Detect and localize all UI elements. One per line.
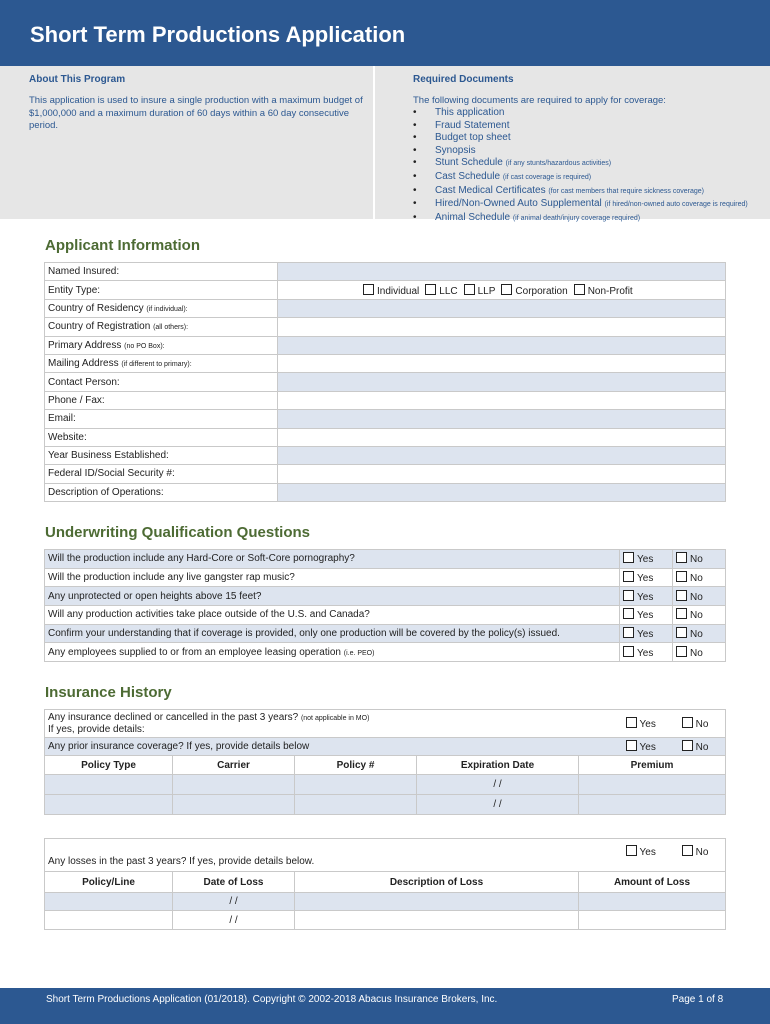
- declined-note: (not applicable in MO): [300, 715, 370, 722]
- loss-row: [45, 911, 726, 929]
- loss-header-row: [45, 872, 726, 893]
- no-option: [673, 550, 726, 569]
- field-label: Country of Residency: [48, 302, 144, 314]
- applicant-value-field[interactable]: [278, 263, 726, 281]
- applicant-row: [45, 465, 726, 483]
- about-text: This application is used to insure a single production with a maximum budget of $1,000,000 and a maximum duration of 60 days within a 60 day consecutive period.: [29, 95, 363, 131]
- carrier-field[interactable]: [173, 794, 295, 814]
- no-option: [673, 587, 726, 606]
- policy-number-field[interactable]: [295, 774, 417, 794]
- no-option: [673, 643, 726, 662]
- applicant-label: [45, 354, 278, 372]
- required-document-item: [413, 212, 748, 226]
- applicant-value-field[interactable]: [278, 373, 726, 391]
- col-expiration-date: Expiration Date: [417, 756, 579, 774]
- no-label: No: [690, 554, 703, 566]
- yes-label: Yes: [639, 719, 656, 730]
- applicant-row: [45, 410, 726, 428]
- col-policy-number: Policy #: [295, 756, 417, 774]
- field-label: Federal ID/Social Security #:: [48, 468, 175, 480]
- col-policy-line: Policy/Line: [45, 872, 173, 893]
- required-document-item: [413, 120, 748, 133]
- history-question-declined: [45, 710, 726, 738]
- applicant-row: [45, 281, 726, 299]
- entity-option[interactable]: [425, 286, 457, 297]
- field-label: Description of Operations:: [48, 486, 164, 498]
- document-label: Budget top sheet: [435, 132, 511, 144]
- applicant-value-field[interactable]: [278, 483, 726, 501]
- applicant-row: [45, 299, 726, 317]
- date-of-loss-field[interactable]: / /: [173, 911, 295, 929]
- applicant-row: [45, 483, 726, 501]
- policy-number-field[interactable]: [295, 794, 417, 814]
- yes-label: Yes: [637, 591, 654, 603]
- no-checkbox[interactable]: [676, 571, 687, 582]
- question-text: Will any production activities take place outside of the U.S. and Canada?: [48, 609, 370, 621]
- yes-label: Yes: [637, 554, 654, 566]
- policy-header-row: [45, 756, 726, 774]
- insurance-history-table: [44, 709, 726, 815]
- yes-checkbox[interactable]: [623, 552, 634, 563]
- question-text: Will the production include any live gangster rap music?: [48, 572, 295, 584]
- question-cell: [45, 568, 620, 587]
- no-option: [673, 606, 726, 625]
- question-cell: [45, 643, 620, 662]
- applicant-row: [45, 446, 726, 464]
- prior-yes-checkbox[interactable]: [626, 740, 637, 751]
- applicant-label: [45, 428, 278, 446]
- document-note: (if any stunts/hazardous activities): [505, 160, 612, 168]
- field-note: (no PO Box):: [124, 342, 165, 350]
- yes-checkbox[interactable]: [623, 571, 634, 582]
- declined-no-checkbox[interactable]: [682, 717, 693, 728]
- declined-yes-checkbox[interactable]: [626, 717, 637, 728]
- no-label: No: [690, 610, 703, 622]
- applicant-value-field[interactable]: [278, 465, 726, 483]
- applicant-row: [45, 373, 726, 391]
- required-heading: Required Documents: [413, 74, 514, 85]
- document-label: Animal Schedule: [435, 211, 511, 223]
- no-option: [673, 624, 726, 643]
- no-checkbox[interactable]: [676, 627, 687, 638]
- no-label: No: [690, 591, 703, 603]
- question-text: Any employees supplied to or from an employee leasing operation: [48, 646, 341, 658]
- applicant-row: [45, 318, 726, 336]
- prior-question: Any prior insurance coverage? If yes, provide details below: [45, 738, 579, 756]
- entity-option-label: Non-Profit: [587, 285, 633, 297]
- entity-option-label: Individual: [377, 285, 420, 297]
- no-label: No: [690, 647, 703, 659]
- field-label: Primary Address: [48, 339, 122, 351]
- applicant-value-field[interactable]: [278, 336, 726, 354]
- document-note: (if hired/non-owned auto coverage is required): [604, 201, 748, 209]
- entity-checkbox[interactable]: [501, 284, 512, 295]
- question-text: Any unprotected or open heights above 15 feet?: [48, 590, 262, 602]
- applicant-label: [45, 318, 278, 336]
- declined-sub: If yes, provide details:: [48, 724, 145, 735]
- applicant-value-field[interactable]: [278, 299, 726, 317]
- underwriting-question-row: [45, 606, 726, 625]
- applicant-value-field[interactable]: [278, 428, 726, 446]
- applicant-row: [45, 391, 726, 409]
- required-intro: The following documents are required to apply for coverage:: [413, 95, 666, 106]
- policy-line-field[interactable]: [45, 893, 173, 911]
- page-number: Page 1 of 8: [672, 994, 724, 1005]
- policy-line-field[interactable]: [45, 911, 173, 929]
- date-of-loss-field[interactable]: / /: [173, 893, 295, 911]
- prior-no-checkbox[interactable]: [682, 740, 693, 751]
- required-document-item: [413, 107, 748, 120]
- losses-no-checkbox[interactable]: [682, 845, 693, 856]
- yes-label: Yes: [639, 847, 656, 858]
- entity-checkbox[interactable]: [574, 284, 585, 295]
- description-of-loss-field[interactable]: [295, 911, 579, 929]
- applicant-row: [45, 263, 726, 281]
- col-date-of-loss: Date of Loss: [173, 872, 295, 893]
- entity-checkbox[interactable]: [464, 284, 475, 295]
- required-document-item: [413, 171, 748, 185]
- no-checkbox[interactable]: [676, 646, 687, 657]
- yes-option: [620, 550, 673, 569]
- page-title: Short Term Productions Application: [30, 22, 406, 47]
- document-note: (for cast members that require sickness coverage): [548, 187, 704, 195]
- declined-question: Any insurance declined or cancelled in the past 3 years?: [48, 712, 299, 723]
- underwriting-question-row: [45, 587, 726, 606]
- applicant-label: [45, 281, 278, 299]
- field-label: Email:: [48, 413, 76, 425]
- required-documents-list: [413, 107, 748, 225]
- no-label: No: [695, 719, 709, 730]
- yes-option: [620, 606, 673, 625]
- policy-row: [45, 774, 726, 794]
- document-label: Synopsis: [435, 144, 476, 156]
- col-description-of-loss: Description of Loss: [295, 872, 579, 893]
- field-note: (if different to primary):: [121, 361, 192, 369]
- no-option: [673, 568, 726, 587]
- field-label: Mailing Address: [48, 358, 119, 370]
- entity-option-label: Corporation: [515, 285, 568, 297]
- document-label: This application: [435, 107, 505, 118]
- applicant-label: [45, 465, 278, 483]
- underwriting-question-row: [45, 550, 726, 569]
- col-policy-type: Policy Type: [45, 756, 173, 774]
- expiration-date-field[interactable]: / /: [417, 794, 579, 814]
- loss-row: [45, 893, 726, 911]
- no-label: No: [695, 742, 709, 754]
- yes-option: [620, 568, 673, 587]
- field-label: Year Business Established:: [48, 450, 169, 462]
- yes-checkbox[interactable]: [623, 608, 634, 619]
- losses-question: Any losses in the past 3 years? If yes, provide details below.: [45, 839, 579, 872]
- field-label: Country of Registration: [48, 321, 151, 333]
- yes-checkbox[interactable]: [623, 627, 634, 638]
- entity-option[interactable]: [363, 286, 419, 297]
- document-label: Stunt Schedule: [435, 157, 503, 169]
- no-label: No: [695, 847, 709, 858]
- yes-option: [620, 624, 673, 643]
- field-label: Contact Person:: [48, 376, 120, 388]
- yes-checkbox[interactable]: [623, 590, 634, 601]
- yes-option: [620, 643, 673, 662]
- required-document-item: [413, 157, 748, 171]
- entity-option-label: LLC: [439, 285, 458, 297]
- applicant-row: [45, 428, 726, 446]
- col-carrier: Carrier: [173, 756, 295, 774]
- no-label: No: [690, 573, 703, 585]
- applicant-value-field[interactable]: [278, 410, 726, 428]
- field-note: (all others):: [153, 324, 189, 332]
- yes-label: Yes: [639, 742, 656, 754]
- carrier-field[interactable]: [173, 774, 295, 794]
- applicant-value-field[interactable]: [278, 446, 726, 464]
- history-question-prior: [45, 738, 726, 756]
- applicant-label: [45, 446, 278, 464]
- yes-label: Yes: [637, 573, 654, 585]
- entity-checkbox[interactable]: [363, 284, 374, 295]
- description-of-loss-field[interactable]: [295, 893, 579, 911]
- policy-type-field[interactable]: [45, 794, 173, 814]
- col-premium: Premium: [579, 756, 726, 774]
- entity-checkbox[interactable]: [425, 284, 436, 295]
- applicant-table: [44, 262, 726, 502]
- no-label: No: [690, 629, 703, 641]
- applicant-label: [45, 483, 278, 501]
- underwriting-question-row: [45, 624, 726, 643]
- no-checkbox[interactable]: [676, 552, 687, 563]
- premium-field[interactable]: [579, 794, 726, 814]
- yes-option: [620, 587, 673, 606]
- required-document-item: [413, 145, 748, 158]
- question-note: (i.e. PEO): [343, 649, 375, 657]
- applicant-label: [45, 410, 278, 428]
- yes-label: Yes: [637, 647, 654, 659]
- underwriting-table: [44, 549, 726, 662]
- policy-row: [45, 794, 726, 814]
- required-document-item: [413, 198, 748, 212]
- applicant-label: [45, 391, 278, 409]
- question-text: Will the production include any Hard-Core or Soft-Core pornography?: [48, 553, 355, 565]
- applicant-label: [45, 336, 278, 354]
- document-label: Cast Schedule: [435, 170, 501, 182]
- amount-of-loss-field[interactable]: [579, 893, 726, 911]
- field-note: (if individual):: [146, 305, 188, 313]
- applicant-value-field[interactable]: [278, 318, 726, 336]
- required-document-item: [413, 132, 748, 145]
- losses-table: [44, 838, 726, 930]
- about-heading: About This Program: [29, 74, 126, 85]
- document-note: (if cast coverage is required): [502, 173, 592, 181]
- applicant-label: [45, 263, 278, 281]
- entity-option[interactable]: [501, 286, 567, 297]
- entity-type-options: [278, 281, 726, 299]
- col-amount-of-loss: Amount of Loss: [579, 872, 726, 893]
- document-label: Cast Medical Certificates: [435, 184, 546, 196]
- losses-yes-checkbox[interactable]: [626, 845, 637, 856]
- yes-label: Yes: [637, 610, 654, 622]
- applicant-label: [45, 373, 278, 391]
- document-note: (if animal death/injury coverage required): [512, 214, 641, 222]
- no-checkbox[interactable]: [676, 590, 687, 601]
- required-document-item: [413, 185, 748, 199]
- premium-field[interactable]: [579, 774, 726, 794]
- field-label: Entity Type:: [48, 284, 101, 296]
- no-checkbox[interactable]: [676, 608, 687, 619]
- yes-checkbox[interactable]: [623, 646, 634, 657]
- question-cell: [45, 606, 620, 625]
- policy-type-field[interactable]: [45, 774, 173, 794]
- entity-option[interactable]: [574, 286, 633, 297]
- applicant-value-field[interactable]: [278, 354, 726, 372]
- applicant-label: [45, 299, 278, 317]
- question-cell: [45, 550, 620, 569]
- question-cell: [45, 624, 620, 643]
- field-label: Named Insured:: [48, 266, 120, 278]
- info-divider: [373, 66, 375, 219]
- footer-copyright: Short Term Productions Application (01/2018). Copyright © 2002-2018 Abacus Insurance Brokers, Inc.: [46, 994, 498, 1005]
- question-text: Confirm your understanding that if coverage is provided, only one production will be covered by the policy(s) issued.: [48, 628, 560, 640]
- applicant-section-title: Applicant Information: [45, 237, 200, 254]
- yes-label: Yes: [637, 629, 654, 641]
- document-label: Fraud Statement: [435, 119, 510, 131]
- field-label: Phone / Fax:: [48, 394, 105, 406]
- entity-option-label: LLP: [477, 285, 496, 297]
- history-section-title: Insurance History: [45, 684, 172, 701]
- applicant-value-field[interactable]: [278, 391, 726, 409]
- field-label: Website:: [48, 431, 87, 443]
- question-cell: [45, 587, 620, 606]
- expiration-date-field[interactable]: / /: [417, 774, 579, 794]
- document-label: Hired/Non-Owned Auto Supplemental: [435, 198, 602, 210]
- amount-of-loss-field[interactable]: [579, 911, 726, 929]
- underwriting-question-row: [45, 643, 726, 662]
- entity-option[interactable]: [464, 286, 496, 297]
- applicant-row: [45, 336, 726, 354]
- underwriting-question-row: [45, 568, 726, 587]
- applicant-row: [45, 354, 726, 372]
- underwriting-section-title: Underwriting Qualification Questions: [45, 524, 311, 541]
- losses-question-row: [45, 839, 726, 872]
